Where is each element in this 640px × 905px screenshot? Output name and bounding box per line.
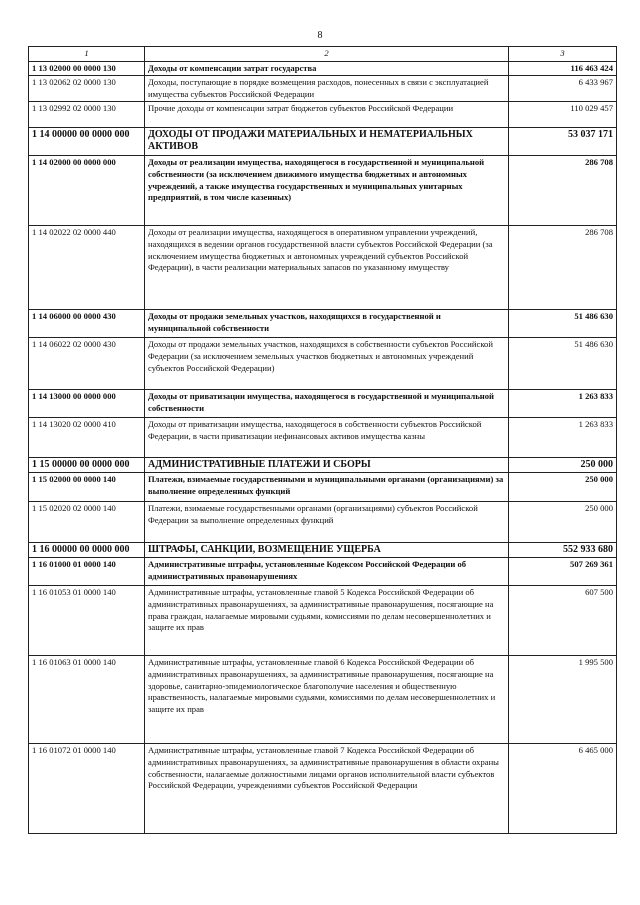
budget-code-cell: 1 15 02000 00 0000 140 (29, 473, 145, 502)
budget-code-cell: 1 14 02000 00 0000 000 (29, 156, 145, 226)
budget-code-cell: 1 14 06000 00 0000 430 (29, 310, 145, 338)
budget-code-cell: 1 14 02022 02 0000 440 (29, 226, 145, 310)
table-row (29, 338, 617, 390)
revenue-name-cell: Платежи, взимаемые государственными и муниципальными органами (организациями) за выполнение определенных функций (145, 473, 509, 502)
column-header-code: 1 (29, 47, 145, 62)
table-row (29, 458, 617, 473)
table-row (29, 543, 617, 558)
revenue-name-cell: Прочие доходы от компенсации затрат бюджетов субъектов Российской Федерации (145, 102, 509, 128)
budget-code-cell: 1 13 02992 02 0000 130 (29, 102, 145, 128)
budget-code-cell: 1 14 13000 00 0000 000 (29, 390, 145, 418)
budget-code-cell: 1 14 13020 02 0000 410 (29, 418, 145, 458)
amount-cell: 51 486 630 (509, 310, 617, 338)
budget-code-cell: 1 15 02020 02 0000 140 (29, 502, 145, 543)
amount-cell: 507 269 361 (509, 558, 617, 586)
budget-code-cell: 1 15 00000 00 0000 000 (29, 458, 145, 473)
revenue-name-cell: ШТРАФЫ, САНКЦИИ, ВОЗМЕЩЕНИЕ УЩЕРБА (145, 543, 509, 558)
budget-revenue-table (28, 46, 617, 834)
amount-cell: 250 000 (509, 502, 617, 543)
revenue-name-cell: Административные штрафы, установленные главой 7 Кодекса Российской Федерации об административных правонарушениях, за административные правонарушения в области охраны собственности, налагаемые должностными лицами органов исполнительной власти субъектов Российской Федерации, учреждениями субъектов Российской Федерации (145, 744, 509, 834)
table-header-row (29, 47, 617, 62)
budget-code-cell: 1 13 02000 00 0000 130 (29, 61, 145, 76)
revenue-name-cell: ДОХОДЫ ОТ ПРОДАЖИ МАТЕРИАЛЬНЫХ И НЕМАТЕРИАЛЬНЫХ АКТИВОВ (145, 128, 509, 156)
revenue-name-cell: Доходы от продажи земельных участков, находящихся в собственности субъектов Российской Федерации (за исключением земельных участков бюджетных и автономных учреждений субъектов Российской Федерации) (145, 338, 509, 390)
budget-code-cell: 1 14 00000 00 0000 000 (29, 128, 145, 156)
amount-cell: 552 933 680 (509, 543, 617, 558)
revenue-name-cell: Доходы от реализации имущества, находящегося в оперативном управлении учреждений, находящихся в ведении органов государственной власти субъектов Российской Федерации (за исключением имущества бюджетных и автономных учреждений субъектов Российской Федерации), в части реализации материальных запасов по указанному имуществу (145, 226, 509, 310)
revenue-name-cell: Доходы от продажи земельных участков, находящихся в государственной и муниципальной собственности (145, 310, 509, 338)
amount-cell: 6 465 000 (509, 744, 617, 834)
table-row (29, 390, 617, 418)
table-row (29, 586, 617, 656)
revenue-name-cell: Доходы от компенсации затрат государства (145, 61, 509, 76)
table-row (29, 156, 617, 226)
revenue-name-cell: АДМИНИСТРАТИВНЫЕ ПЛАТЕЖИ И СБОРЫ (145, 458, 509, 473)
amount-cell: 1 995 500 (509, 656, 617, 744)
amount-cell: 286 708 (509, 156, 617, 226)
amount-cell: 607 500 (509, 586, 617, 656)
table-row (29, 102, 617, 128)
amount-cell: 116 463 424 (509, 61, 617, 76)
amount-cell: 51 486 630 (509, 338, 617, 390)
table-row (29, 744, 617, 834)
budget-code-cell: 1 16 01000 01 0000 140 (29, 558, 145, 586)
table-row (29, 418, 617, 458)
amount-cell: 1 263 833 (509, 418, 617, 458)
budget-code-cell: 1 13 02062 02 0000 130 (29, 76, 145, 102)
table-row (29, 226, 617, 310)
revenue-name-cell: Доходы от реализации имущества, находящегося в государственной и муниципальной собственности (за исключением движимого имущества бюджетных и автономных учреждений, а также имущества государственных и муниципальных унитарных предприятий, в том числе казенных) (145, 156, 509, 226)
amount-cell: 250 000 (509, 473, 617, 502)
table-row (29, 128, 617, 156)
amount-cell: 6 433 967 (509, 76, 617, 102)
budget-code-cell: 1 16 01053 01 0000 140 (29, 586, 145, 656)
budget-code-cell: 1 16 00000 00 0000 000 (29, 543, 145, 558)
table-row (29, 558, 617, 586)
budget-code-cell: 1 16 01072 01 0000 140 (29, 744, 145, 834)
table-row (29, 656, 617, 744)
amount-cell: 1 263 833 (509, 390, 617, 418)
column-header-amount: 3 (509, 47, 617, 62)
table-row (29, 76, 617, 102)
revenue-name-cell: Доходы от приватизации имущества, находящегося в государственной и муниципальной собственности (145, 390, 509, 418)
amount-cell: 250 000 (509, 458, 617, 473)
revenue-name-cell: Доходы от приватизации имущества, находящегося в собственности субъектов Российской Федерации, в части приватизации нефинансовых активов имущества казны (145, 418, 509, 458)
table-row (29, 502, 617, 543)
amount-cell: 53 037 171 (509, 128, 617, 156)
page-number: 8 (317, 30, 323, 41)
budget-code-cell: 1 16 01063 01 0000 140 (29, 656, 145, 744)
table-row (29, 310, 617, 338)
revenue-name-cell: Административные штрафы, установленные главой 6 Кодекса Российской Федерации об административных правонарушениях, за административные правонарушения, посягающие на здоровье, санитарно-эпидемиологическое благополучие населения и общественную нравственность, налагаемые мировыми судьями, комиссиями по делам несовершеннолетних и защите их прав (145, 656, 509, 744)
revenue-name-cell: Платежи, взимаемые государственными органами (организациями) субъектов Российской Федерации за выполнение определенных функций (145, 502, 509, 543)
table-row (29, 61, 617, 76)
amount-cell: 286 708 (509, 226, 617, 310)
revenue-name-cell: Административные штрафы, установленные главой 5 Кодекса Российской Федерации об административных правонарушениях, за административные правонарушения, посягающие на права граждан, налагаемые мировыми судьями, комиссиями по делам несовершеннолетних и защите их прав (145, 586, 509, 656)
revenue-name-cell: Административные штрафы, установленные Кодексом Российской Федерации об административных правонарушениях (145, 558, 509, 586)
budget-code-cell: 1 14 06022 02 0000 430 (29, 338, 145, 390)
amount-cell: 110 029 457 (509, 102, 617, 128)
revenue-name-cell: Доходы, поступающие в порядке возмещения расходов, понесенных в связи с эксплуатацией имущества субъектов Российской Федерации (145, 76, 509, 102)
column-header-name: 2 (145, 47, 509, 62)
table-row (29, 473, 617, 502)
